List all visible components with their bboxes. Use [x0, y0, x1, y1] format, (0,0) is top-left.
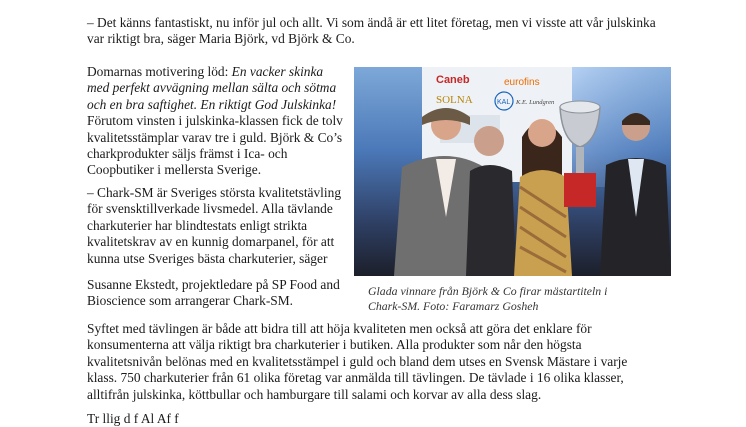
- text-line: kunna utse Sveriges bästa charkuterier, säger: [87, 250, 328, 266]
- text-line: Tr llig d f Al Af f: [87, 411, 179, 426]
- paragraph-jury-motivation: [87, 64, 343, 179]
- winners-photo: [354, 67, 671, 276]
- text-line: – Det känns fantastiskt, nu inför jul och allt. Vi som ändå är ett litet företag, men vi visste att vår julskinka: [87, 15, 656, 30]
- paragraph-chark-sm: [87, 185, 341, 267]
- caption-line: Chark-SM. Foto: Faramarz Gosheh: [368, 299, 539, 313]
- text-line: kvalitetskrav av en kunnig domarpanel, för att: [87, 234, 335, 250]
- text-line: Syftet med tävlingen är både att bidra till att höja kvaliteten men också att göra det enklare för: [87, 321, 592, 336]
- logo-solna: SOLNA: [436, 94, 473, 106]
- jury-quote: En vacker skinka: [231, 64, 324, 79]
- text-line: konsumenterna att välja riktigt bra charkuterier i butiken. Alla produkter som når den högsta: [87, 337, 582, 353]
- text-line: kvalitetsstämplar varav tre i guld. Björk & Co’s: [87, 129, 343, 145]
- paragraph-quote-ceo: [87, 15, 656, 48]
- paragraph-purpose: [87, 321, 627, 403]
- logo-caneb: Caneb: [436, 74, 470, 86]
- text-line: Bioscience som arrangerar Chark-SM.: [87, 293, 293, 309]
- jury-quote: med perfekt avvägning mellan sälta och sötma: [87, 80, 337, 96]
- text-line: charkuterier har blindtestats enligt strikta: [87, 217, 308, 233]
- text-line: – Chark-SM är Sveriges största kvalitetstävling: [87, 185, 342, 200]
- jury-quote: och en bra saftighet. En riktigt God Julskinka!: [87, 96, 337, 112]
- caption-line: Glada vinnare från Björk & Co firar mästartiteln i: [368, 284, 608, 298]
- text-line: Coopbutiker i mellersta Sverige.: [87, 162, 262, 178]
- logo-lundgren: K.E. Lundgren: [516, 99, 555, 106]
- text-lead: Domarnas motivering löd:: [87, 64, 232, 79]
- text-line: Förutom vinsten i julskinka-klassen fick de tolv: [87, 113, 343, 129]
- photo-caption: [368, 284, 607, 314]
- winners-photo-illustration: [354, 67, 671, 276]
- text-line: Susanne Ekstedt, projektledare på SP Food and: [87, 277, 340, 292]
- text-line: kvalitetsnivån belönas med en kvalitetsstämpel i guld och bland dem utses en Svensk Mästare i varje: [87, 353, 628, 369]
- paragraph-cut-off: [87, 411, 179, 427]
- paragraph-attribution: [87, 277, 340, 310]
- text-line: charkprodukter säljs främst i Ica- och: [87, 146, 288, 162]
- logo-kal: KAL: [497, 99, 511, 106]
- text-line: var riktigt bra, säger Maria Björk, vd Björk & Co.: [87, 31, 355, 47]
- text-line: alltifrån julskinka, köttbullar och hamburgare till salami och korvar av alla dess slag.: [87, 386, 542, 402]
- logo-eurofins: eurofins: [504, 77, 540, 88]
- text-line: klass. 750 charkuterier från 61 olika företag var anmälda till tävlingen. De tävlade i 16 olika klasser,: [87, 370, 624, 386]
- text-line: för svensktillverkade livsmedel. Alla tävlande: [87, 201, 333, 217]
